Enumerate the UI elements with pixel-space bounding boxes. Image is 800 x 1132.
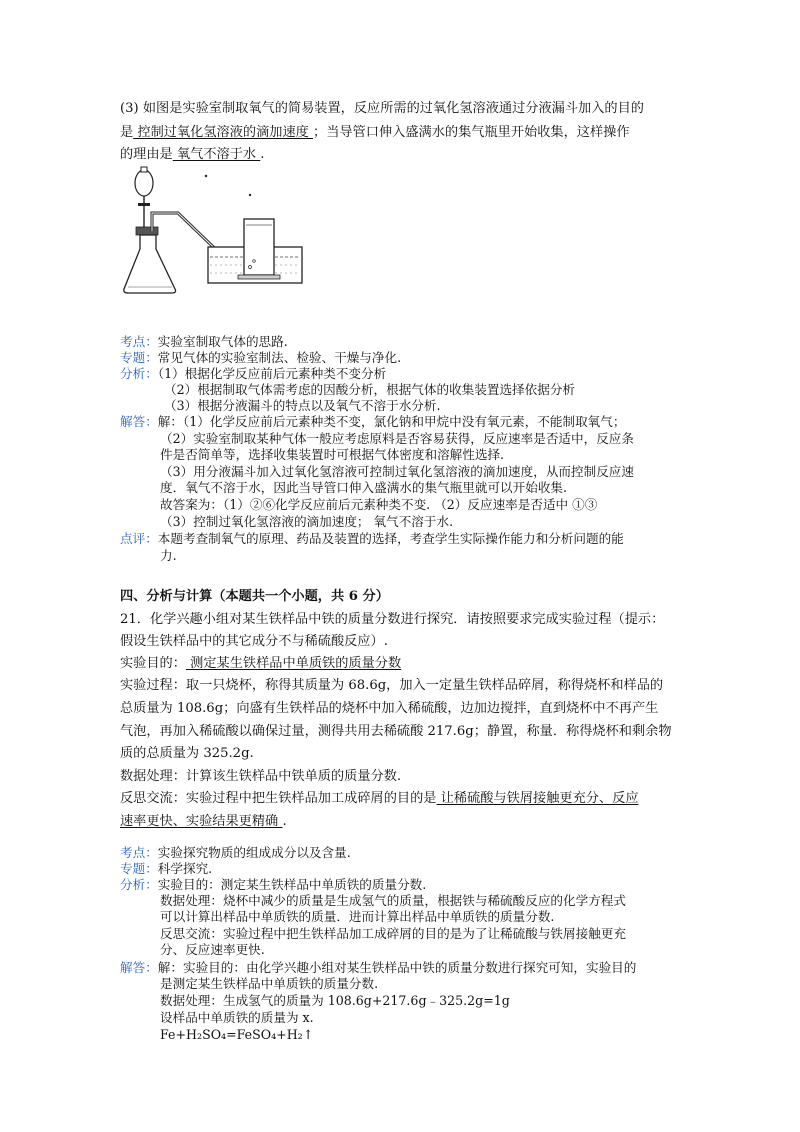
dianping-1-label: 点评： [120, 531, 158, 546]
q3-line-3 [120, 146, 264, 164]
jieda-1-line-6: （3）控制过氧化氢溶液的滴加速度； 氧气不溶于水. [160, 514, 454, 529]
dianping-1 [120, 531, 624, 547]
jieda-1-line-0: 解：（1）化学反应前后元素种类不变，氯化钠和甲烷中没有氧元素，不能制取氧气； [157, 414, 626, 429]
fenxi-2-line-4: 分、反应速率更快. [160, 942, 265, 957]
section-4-title: 四、分析与计算（本题共一个小题，共 6 分） [120, 589, 389, 604]
reflect-line-1 [120, 790, 639, 808]
zhuanti-1-text: 常见气体的实验室制法、检验、干燥与净化. [157, 350, 402, 365]
fenxi-1-line-1: （2）根据制取气体需考虑的因酸分析，根据气体的收集装置选择依据分析 [164, 382, 576, 397]
oxygen-apparatus-figure [120, 165, 310, 300]
reflect-post: . [282, 814, 287, 829]
purpose-line [120, 655, 401, 673]
fenxi-1-line-2: （3）根据分液漏斗的特点以及氧气不溶于水分析. [164, 398, 441, 413]
purpose-label: 实验目的： [120, 656, 186, 671]
apparatus-illustration [120, 165, 310, 300]
q3-answer-2: 氧气不溶于水 [172, 147, 261, 162]
q3-line-2 [120, 124, 630, 142]
jieda-1 [120, 414, 625, 430]
dianping-1-line-1: 力. [160, 548, 177, 563]
jieda-2-label: 解答： [120, 960, 158, 975]
q3-answer-1: 控制过氧化氢溶液的滴加速度 [133, 125, 314, 140]
process-line-1: 总质量为 108.6g；向盛有生铁样品的烧杯中加入稀硫酸，边加边搅拌，直到烧杯中不再产生 [120, 701, 659, 716]
process-line-2: 气泡，再加入稀硫酸以确保过量，测得共用去稀硫酸 217.6g；静置，称量．称得烧杯和剩余物 [120, 724, 672, 739]
process-line-0: 实验过程：取一只烧杯，称得其质量为 68.6g，加入一定量生铁样品碎屑，称得烧杯和样品的 [120, 678, 664, 693]
jieda-2 [120, 960, 636, 976]
purpose-answer: 测定某生铁样品中单质铁的质量分数 [185, 656, 402, 671]
kaodian-1-text: 实验室制取气体的思路. [157, 334, 288, 349]
reflect-answer-2: 速率更快、实验结果更精确 [120, 814, 283, 829]
zhuanti-2 [120, 861, 212, 877]
fenxi-1-line-0: （1）根据化学反应前后元素种类不变分析 [157, 366, 387, 381]
jieda-2-line-1: 是测定某生铁样品中单质铁的质量分数. [160, 976, 379, 991]
zhuanti-1-label: 专题： [120, 350, 158, 365]
q3-line3-post: . [260, 147, 265, 162]
q21-line-1: 假设生铁样品中的其它成分不与稀硫酸反应）. [120, 634, 388, 649]
fenxi-2-label: 分析： [120, 877, 158, 892]
q3-line3-pre: 的理由是 [120, 147, 173, 162]
q3-line2-post: ；当导管口伸入盛满水的集气瓶里开始收集，这样操作 [313, 125, 630, 140]
reflect-line-2 [120, 813, 287, 831]
jieda-1-label: 解答： [120, 414, 158, 429]
kaodian-1 [120, 334, 288, 350]
jieda-2-line-3: 设样品中单质铁的质量为 x. [160, 1010, 314, 1025]
q3-line2-pre: 是 [120, 125, 134, 140]
jieda-1-line-2: 件是否简单等，选择收集装置时可根据气体密度和溶解性选择. [160, 447, 505, 462]
process-line-3: 质的总质量为 325.2g. [120, 746, 254, 761]
fenxi-2-line-3: 反思交流：实验过程中把生铁样品加工成碎屑的目的是为了让稀硫酸与铁屑接触更充 [160, 926, 626, 941]
kaodian-2 [120, 845, 351, 861]
reflect-pre: 反思交流：实验过程中把生铁样品加工成碎屑的目的是 [120, 791, 437, 806]
zhuanti-1 [120, 350, 401, 366]
q3-line-1: (3) 如图是实验室制取氧气的简易装置，反应所需的过氧化氢溶液通过分液漏斗加入的目的 [120, 101, 644, 116]
reaction-equation: Fe+H₂SO₄=FeSO₄+H₂↑ [160, 1027, 314, 1042]
q21-line-0: 21．化学兴趣小组对某生铁样品中铁的质量分数进行探究．请按照要求完成实验过程（提示： [120, 612, 665, 627]
fenxi-2-line-2: 可以计算出样品中单质铁的质量．进而计算出样品中单质铁的质量分数. [160, 909, 555, 924]
jieda-1-line-1: （2）实验室制取某种气体一般应考虑原料是否容易获得，反应速率是否适中，反应条 [160, 431, 634, 446]
data-processing-line: 数据处理：计算该生铁样品中铁单质的质量分数. [120, 769, 402, 784]
fenxi-2-line-0: 实验目的：测定某生铁样品中单质铁的质量分数. [157, 877, 427, 892]
kaodian-2-text: 实验探究物质的组成成分以及含量. [157, 845, 351, 860]
fenxi-2 [120, 877, 426, 893]
jieda-2-line-0: 解：实验目的：由化学兴趣小组对某生铁样品中铁的质量分数进行探究可知，实验目的 [157, 960, 637, 975]
jieda-1-line-5: 故答案为：（1）②⑥化学反应前后元素种类不变. （2）反应速率是否适中 ①③ [160, 497, 598, 512]
dianping-1-line-0: 本题考查制氧气的原理、药品及装置的选择，考查学生实际操作能力和分析问题的能 [157, 531, 624, 546]
jieda-1-line-3: （3）用分液漏斗加入过氧化氢溶液可控制过氧化氢溶液的滴加速度，从而控制反应速 [160, 464, 634, 479]
fenxi-2-line-1: 数据处理：烧杯中减少的质量是生成氢气的质量，根据铁与稀硫酸反应的化学方程式 [160, 893, 626, 908]
zhuanti-2-text: 科学探究. [157, 861, 213, 876]
kaodian-2-label: 考点： [120, 845, 158, 860]
zhuanti-2-label: 专题： [120, 861, 158, 876]
fenxi-1-label: 分析： [120, 366, 158, 381]
fenxi-1 [120, 366, 386, 382]
kaodian-1-label: 考点： [120, 334, 158, 349]
jieda-2-line-2: 数据处理：生成氢气的质量为 108.6g+217.6g﹣325.2g=1g [160, 993, 510, 1008]
reflect-answer-1: 让稀硫酸与铁屑接触更充分、反应 [436, 791, 639, 806]
jieda-1-line-4: 度．氧气不溶于水，因此当导管口伸入盛满水的集气瓶里就可以开始收集. [160, 480, 568, 495]
